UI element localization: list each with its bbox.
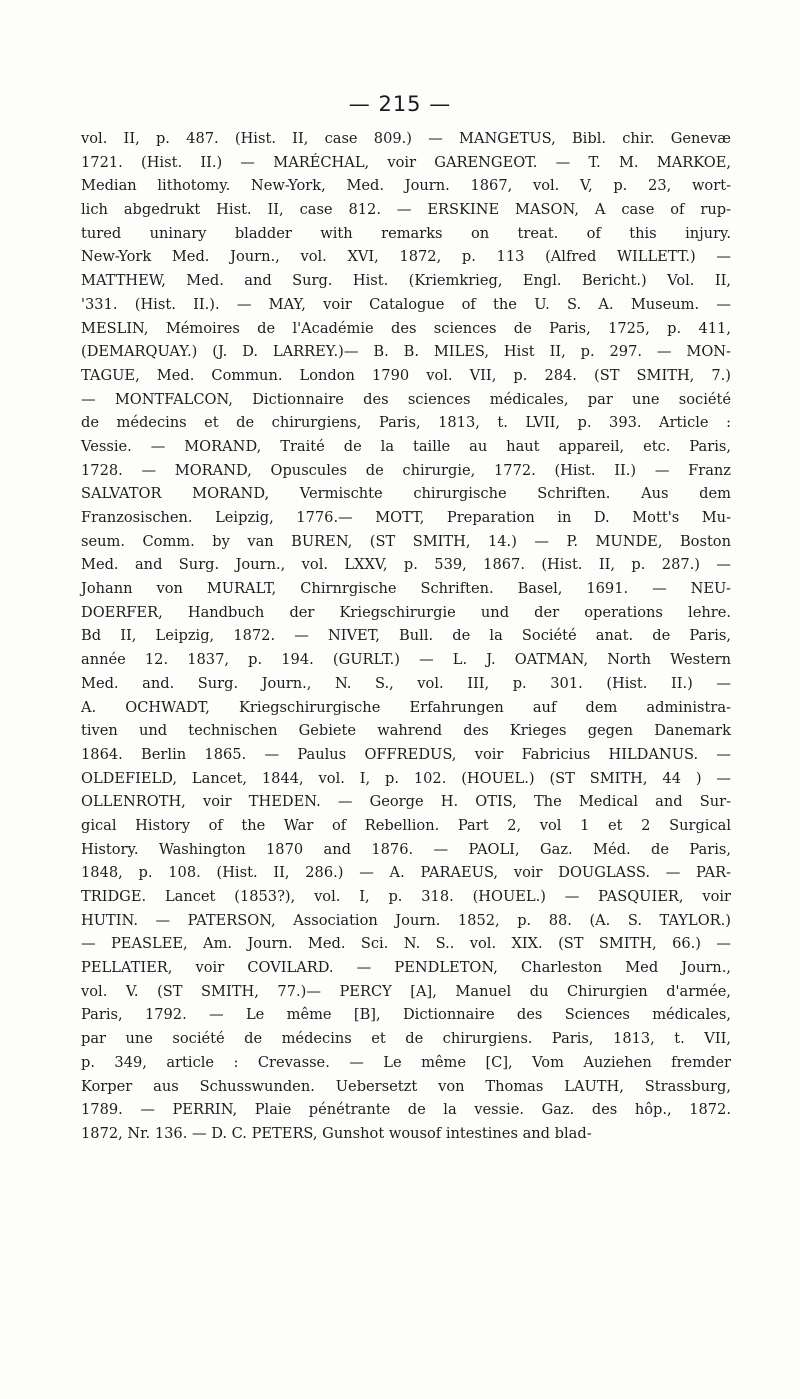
text-line: de médecins et de chirurgiens, Paris, 1813, t. LVII, p. 393. Article :: [81, 414, 731, 432]
text-line: '331. (Hist. II.). — MAY, voir Catalogue of the U. S. A. Museum. —: [81, 295, 731, 313]
text-line: lich abgedrukt Hist. II, case 812. — ERSKINE MASON, A case of rup-: [81, 201, 731, 219]
text-line: 1728. — MORAND, Opuscules de chirurgie, 1772. (Hist. II.) — Franz: [81, 461, 731, 479]
text-line: — MONTFALCON, Dictionnaire des sciences médicales, par une société: [81, 390, 731, 408]
text-line: Vessie. — MORAND, Traité de la taille au haut appareil, etc. Paris,: [81, 437, 731, 455]
text-line: Korper aus Schusswunden. Uebersetzt von Thomas LAUTH, Strassburg,: [81, 1077, 731, 1095]
text-line: OLDEFIELD, Lancet, 1844, vol. I, p. 102. (HOUEL.) (ST SMITH, 44 ) —: [81, 769, 731, 787]
text-line: DOERFER, Handbuch der Kriegschirurgie und der operations lehre.: [81, 603, 731, 621]
page-number: — 215 —: [348, 92, 452, 116]
text-line: MESLIN, Mémoires de l'Académie des sciences de Paris, 1725, p. 411,: [81, 319, 731, 337]
text-line: — PEASLEE, Am. Journ. Med. Sci. N. S.. vol. XIX. (ST SMITH, 66.) —: [81, 935, 731, 953]
text-line: 1848, p. 108. (Hist. II, 286.) — A. PARAEUS, voir DOUGLASS. — PAR-: [81, 864, 731, 882]
text-line: (DEMARQUAY.) (J. D. LARREY.)— B. B. MILES, Hist II, p. 297. — MON-: [81, 343, 731, 361]
text-line: TAGUE, Med. Commun. London 1790 vol. VII, p. 284. (ST SMITH, 7.): [81, 366, 731, 384]
text-line: Franzosischen. Leipzig, 1776.— MOTT, Preparation in D. Mott's Mu-: [81, 509, 731, 526]
text-line: History. Washington 1870 and 1876. — PAOLI, Gaz. Méd. de Paris,: [81, 840, 731, 858]
text-line: HUTIN. — PATERSON, Association Journ. 1852, p. 88. (A. S. TAYLOR.): [81, 911, 731, 929]
text-line: OLLENROTH, voir THEDEN. — George H. OTIS, The Medical and Sur-: [81, 793, 731, 811]
text-line: Johann von MURALT, Chirnrgische Schriften. Basel, 1691. — NEU-: [81, 580, 731, 598]
text-line: tiven und technischen Gebiete wahrend des Krieges gegen Danemark: [81, 722, 731, 740]
text-line: Med. and Surg. Journ., vol. LXXV, p. 539, 1867. (Hist. II, p. 287.) —: [81, 556, 731, 574]
text-line: Paris, 1792. — Le même [B], Dictionnaire des Sciences médicales,: [81, 1006, 731, 1024]
text-line: année 12. 1837, p. 194. (GURLT.) — L. J. OATMAN, North Western: [81, 651, 731, 669]
text-line: Med. and. Surg. Journ., N. S., vol. III, p. 301. (Hist. II.) —: [81, 674, 731, 692]
text-line: New-York Med. Journ., vol. XVI, 1872, p. 113 (Alfred WILLETT.) —: [81, 248, 731, 266]
text-line: gical History of the War of Rebellion. Part 2, vol 1 et 2 Surgical: [81, 816, 731, 834]
text-line: tured uninary bladder with remarks on treat. of this injury.: [81, 224, 731, 242]
text-line: vol. II, p. 487. (Hist. II, case 809.) — MANGETUS, Bibl. chir. Genevæ: [81, 130, 731, 147]
text-line: seum. Comm. by van BUREN, (ST SMITH, 14.) — P. MUNDE, Boston: [81, 532, 731, 550]
text-line: SALVATOR MORAND, Vermischte chirurgische Schriften. Aus dem: [81, 485, 731, 503]
text-line: A. OCHWADT, Kriegschirurgische Erfahrungen auf dem administra-: [81, 698, 731, 716]
text-line: vol. V. (ST SMITH, 77.)— PERCY [A], Manuel du Chirurgien d'armée,: [81, 982, 731, 1000]
text-line: p. 349, article : Crevasse. — Le même [C], Vom Auziehen fremder: [81, 1053, 731, 1071]
text-line: 1789. — PERRIN, Plaie pénétrante de la vessie. Gaz. des hôp., 1872.: [81, 1101, 731, 1119]
text-line: 1872, Nr. 136. — D. C. PETERS, Gunshot wousof intestines and blad-: [81, 1124, 592, 1142]
body-text: [81, 127, 731, 1146]
text-line: PELLATIER, voir COVILARD. — PENDLETON, Charleston Med Journ.,: [81, 959, 731, 977]
text-line: MATTHEW, Med. and Surg. Hist. (Kriemkrieg, Engl. Bericht.) Vol. II,: [81, 272, 731, 290]
text-line: Bd II, Leipzig, 1872. — NIVET, Bull. de la Société anat. de Paris,: [81, 627, 731, 645]
text-line: 1864. Berlin 1865. — Paulus OFFREDUS, voir Fabricius HILDANUS. —: [81, 745, 731, 763]
text-line: 1721. (Hist. II.) — MARÉCHAL, voir GARENGEOT. — T. M. MARKOE,: [81, 153, 731, 171]
text-line: par une société de médecins et de chirurgiens. Paris, 1813, t. VII,: [81, 1030, 731, 1048]
text-line: Median lithotomy. New-York, Med. Journ. 1867, vol. V, p. 23, wort-: [81, 177, 731, 195]
text-line: TRIDGE. Lancet (1853?), vol. I, p. 318. (HOUEL.) — PASQUIER, voir: [81, 888, 731, 905]
